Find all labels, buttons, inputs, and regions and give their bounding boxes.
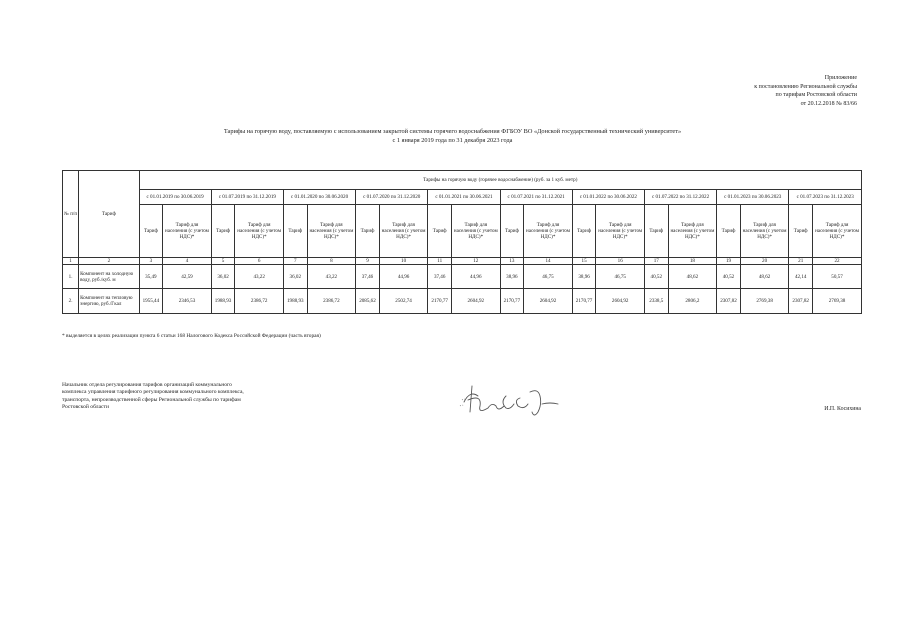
- appendix-block: [754, 74, 857, 108]
- table-cell: 2307,82: [717, 289, 741, 314]
- column-number: 3: [139, 258, 163, 265]
- table-cell: 40,52: [644, 265, 668, 289]
- table-cell: 2769,38: [813, 289, 862, 314]
- table-cell: 1988,93: [283, 289, 307, 314]
- table-cell: 38,96: [500, 265, 524, 289]
- subheader-tariff: Тариф: [789, 205, 813, 258]
- subheader-tariff: Тариф: [572, 205, 596, 258]
- subheader-population: Тариф для населения (с учетом НДС)*: [596, 205, 645, 258]
- table-cell: 2346,53: [163, 289, 212, 314]
- table-cell: 2307,82: [789, 289, 813, 314]
- table-cell: 2170,77: [500, 289, 524, 314]
- period-header: с 01.07.2020 по 31.12.2020: [356, 190, 428, 205]
- table-cell: 2386,72: [307, 289, 356, 314]
- table-cell: 44,96: [379, 265, 428, 289]
- column-number: 6: [235, 258, 284, 265]
- column-number: 22: [813, 258, 862, 265]
- column-number: 4: [163, 258, 212, 265]
- table-row: [63, 265, 862, 289]
- table-cell: 43,22: [307, 265, 356, 289]
- header-tariff: Тариф: [79, 171, 139, 258]
- title-line-2: с 1 января 2019 года по 31 декабря 2023 года: [392, 136, 513, 144]
- period-header: с 01.07.2021 по 31.12.2021: [500, 190, 572, 205]
- subheader-tariff: Тариф: [644, 205, 668, 258]
- table-cell: 37,46: [428, 265, 452, 289]
- column-number: 19: [717, 258, 741, 265]
- period-header: с 01.01.2021 по 30.06.2021: [428, 190, 500, 205]
- table-cell: 40,52: [717, 265, 741, 289]
- column-number: 18: [668, 258, 717, 265]
- document-title: [0, 128, 905, 145]
- table-cell: 2170,77: [572, 289, 596, 314]
- table-cell: 46,75: [596, 265, 645, 289]
- table-cell: 2386,72: [235, 289, 284, 314]
- row-number: 2.: [63, 289, 79, 314]
- subheader-population: Тариф для населения (с учетом НДС)*: [163, 205, 212, 258]
- column-number: 2: [79, 258, 139, 265]
- title-line-1: Тарифы на горячую воду, поставляемую с использованием закрытой системы горячего водоснабжения ФГБОУ ВО «Донской государственный технический университет»: [223, 128, 682, 135]
- column-number: 10: [379, 258, 428, 265]
- period-header: с 01.01.2022 по 30.06.2022: [572, 190, 644, 205]
- column-number: 14: [524, 258, 573, 265]
- subheader-tariff: Тариф: [428, 205, 452, 258]
- table-cell: 37,46: [356, 265, 380, 289]
- subheader-tariff: Тариф: [356, 205, 380, 258]
- signatory-position: [62, 382, 292, 412]
- table-row: [63, 289, 862, 314]
- footnote: * выделяется в целях реализации пункта 6 статьи 168 Налогового Кодекса Российской Федерации (часть вторая): [62, 333, 321, 339]
- tariff-table: [62, 170, 862, 314]
- table-cell: 2604,92: [452, 289, 501, 314]
- table-cell: 36,02: [211, 265, 235, 289]
- table-cell: 2604,92: [596, 289, 645, 314]
- table-cell: 1955,44: [139, 289, 163, 314]
- appendix-line: по тарифам Ростовской области: [775, 92, 857, 98]
- appendix-line: к постановлению Региональной службы: [754, 83, 857, 90]
- table-cell: 2769,38: [740, 289, 789, 314]
- table-cell: 35,49: [139, 265, 163, 289]
- column-number-row: [63, 258, 862, 265]
- period-header: с 01.01.2023 по 30.06.2023: [717, 190, 789, 205]
- table-cell: 1988,93: [211, 289, 235, 314]
- subheader-population: Тариф для населения (с учетом НДС)*: [307, 205, 356, 258]
- position-line: Ростовской области: [62, 404, 109, 411]
- table-cell: 38,96: [572, 265, 596, 289]
- column-number: 16: [596, 258, 645, 265]
- table-cell: 44,96: [452, 265, 501, 289]
- subheader-population: Тариф для населения (с учетом НДС)*: [668, 205, 717, 258]
- column-number: 7: [283, 258, 307, 265]
- row-name: Компонент на тепловую энергию, руб./Гкал: [79, 289, 139, 314]
- table-cell: 48,62: [668, 265, 717, 289]
- table-cell: 42,14: [789, 265, 813, 289]
- column-number: 20: [740, 258, 789, 265]
- table-cell: 2604,92: [524, 289, 573, 314]
- period-header: с 01.01.2020 по 30.06.2020: [283, 190, 355, 205]
- subheader-population: Тариф для населения (с учетом НДС)*: [452, 205, 501, 258]
- position-line: Начальник отдела регулирования тарифов организаций коммунального: [62, 382, 232, 388]
- subheader-tariff: Тариф: [139, 205, 163, 258]
- subheader-tariff: Тариф: [500, 205, 524, 258]
- subheader-population: Тариф для населения (с учетом НДС)*: [740, 205, 789, 258]
- subheader-population: Тариф для населения (с учетом НДС)*: [235, 205, 284, 258]
- period-header: с 01.07.2019 по 31.12.2019: [211, 190, 283, 205]
- column-number: 8: [307, 258, 356, 265]
- table-cell: 46,75: [524, 265, 573, 289]
- column-number: 15: [572, 258, 596, 265]
- column-number: 1: [63, 258, 79, 265]
- subheader-tariff: Тариф: [717, 205, 741, 258]
- position-line: комплекса управления тарифного регулирования коммунального комплекса,: [62, 389, 244, 396]
- table-cell: 50,57: [813, 265, 862, 289]
- appendix-line: от 20.12.2018 № 83/66: [800, 100, 857, 107]
- row-number: 1.: [63, 265, 79, 289]
- table-cell: 2170,77: [428, 289, 452, 314]
- column-number: 12: [452, 258, 501, 265]
- period-header: с 01.07.2023 по 31.12.2023: [789, 190, 862, 205]
- table-cell: 48,62: [740, 265, 789, 289]
- header-group: Тарифы на горячую воду (горячее водоснабжение) (руб. за 1 куб. метр): [139, 171, 861, 190]
- header-no: № п/п: [63, 171, 79, 258]
- row-name: Компонент на холодную воду, руб./куб. м: [79, 265, 139, 289]
- handwritten-signature: [458, 382, 578, 422]
- column-number: 17: [644, 258, 668, 265]
- table-cell: 42,59: [163, 265, 212, 289]
- position-line: транспорта, непроизводственной сферы Региональной службы по тарифам: [62, 396, 241, 403]
- subheader-row: [63, 205, 862, 258]
- table-cell: 2085,62: [356, 289, 380, 314]
- table-cell: 2338,5: [644, 289, 668, 314]
- table-cell: 36,02: [283, 265, 307, 289]
- subheader-population: Тариф для населения (с учетом НДС)*: [524, 205, 573, 258]
- period-header: с 01.07.2022 по 31.12.2022: [644, 190, 716, 205]
- table-cell: 2806,2: [668, 289, 717, 314]
- column-number: 5: [211, 258, 235, 265]
- table-cell: 43,22: [235, 265, 284, 289]
- subheader-tariff: Тариф: [211, 205, 235, 258]
- column-number: 21: [789, 258, 813, 265]
- column-number: 9: [356, 258, 380, 265]
- appendix-line: Приложение: [824, 75, 857, 81]
- subheader-tariff: Тариф: [283, 205, 307, 258]
- table-cell: 2502,74: [379, 289, 428, 314]
- period-header: с 01.01.2019 по 30.06.2019: [139, 190, 211, 205]
- signatory-name: И.П. Косихина: [824, 406, 861, 412]
- period-header-row: [63, 190, 862, 205]
- subheader-population: Тариф для населения (с учетом НДС)*: [813, 205, 862, 258]
- column-number: 13: [500, 258, 524, 265]
- column-number: 11: [428, 258, 452, 265]
- subheader-population: Тариф для населения (с учетом НДС)*: [379, 205, 428, 258]
